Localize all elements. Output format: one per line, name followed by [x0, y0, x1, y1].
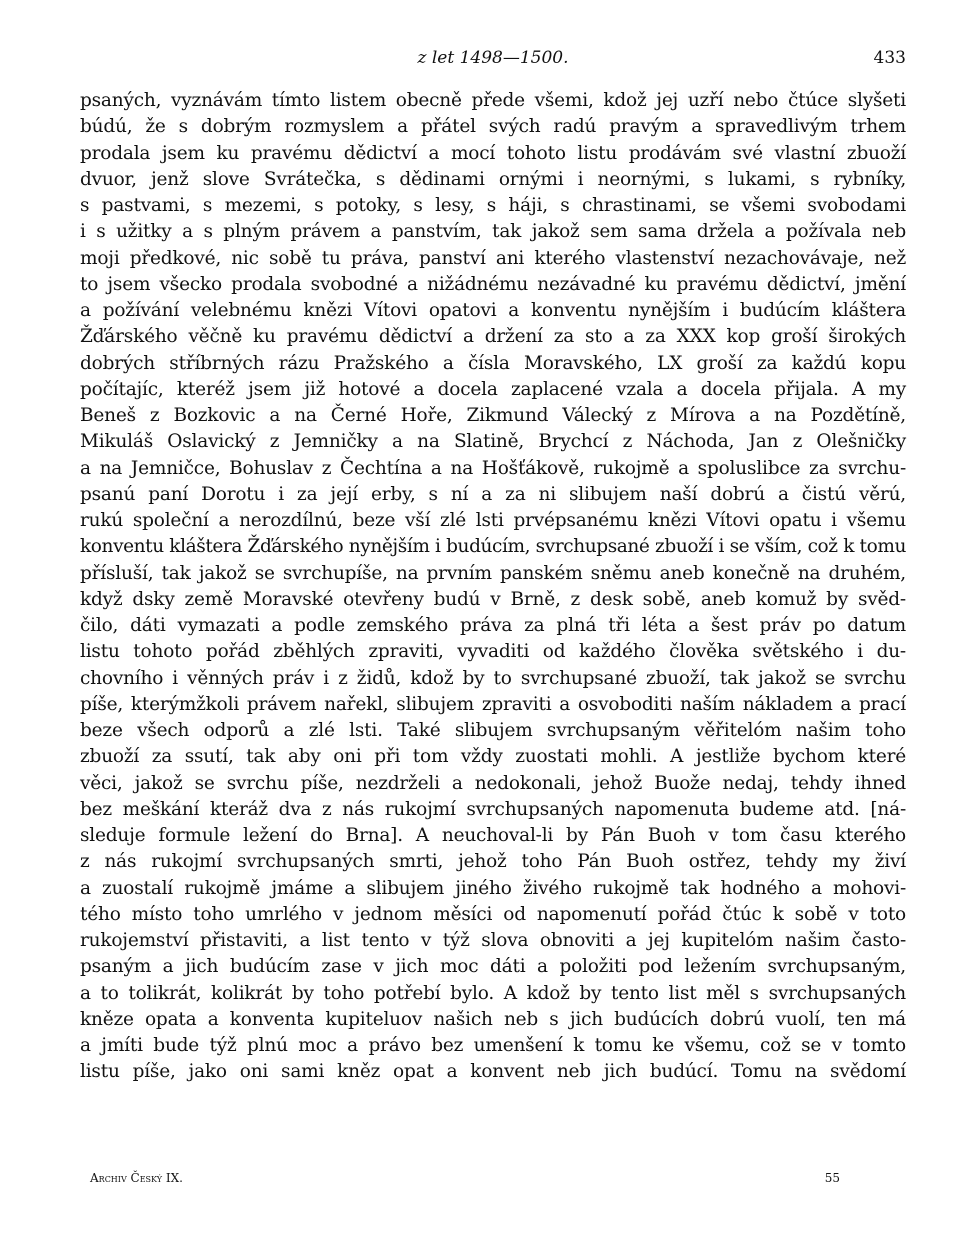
text-line: psanú paní Dorotu i za její erby, s ní a za ni slibujem naší dobrú a čistú věrú, [80, 483, 906, 505]
text-line: bez meškání kteráž dva z nás rukojmí svrchupsaných napomenuta budeme atd. [ná- [80, 798, 906, 820]
text-line: věci, jakož se svrchu píše, nezdrželi a nedokonali, jehož Buože nedaj, tehdy ihned [80, 772, 906, 794]
text-line: i s užitky a s plným právem a panstvím, tak jakož sem sama držela a požívala neb [80, 221, 906, 243]
text-line: listu píše, jako oni sami kněz opat a konvent neb jich budúcí. Tomu na svědomí [80, 1061, 906, 1083]
text-line: počítajíc, kteréž jsem již hotové a docela zaplacené vzala a docela přijala. A my [80, 378, 906, 400]
text-line: rukojemství přistaviti, a list tento v týž slova obnoviti a jej kupitelóm našim často- [80, 930, 906, 951]
running-head [80, 46, 906, 70]
running-title: z let 1498—1500. [417, 48, 569, 68]
text-line: píše, kterýmžkoli právem nařekl, slibujem zpraviti a osvoboditi naším nákladem a prací [80, 693, 906, 715]
text-line: Beneš z Bozkovic a na Černé Hoře, Zikmund Válecký z Mírova a na Pozdětíně, [80, 405, 906, 426]
text-line: kněze opata a konventa kupiteluov našich neb s jich budúcích dobrú vuolí, ten má [80, 1008, 906, 1030]
text-line: beze všech odporů a zlé lsti. Také slibujem svrchupsaným věřitelóm našim toho [80, 720, 906, 741]
text-line: a požívání velebnému knězi Vítovi opatovi a konventu nynějším i budúcím kláštera [80, 300, 906, 321]
signature-mark: Archiv Český IX. [90, 1171, 183, 1185]
sheet-number: 55 [824, 1171, 840, 1185]
text-line: přísluší, tak jakož se svrchupíše, na prvním panském sněmu aneb konečně na druhém, [80, 562, 906, 584]
text-line: búdú, že s dobrým rozmyslem a přátel svých radú pravým a spravedlivým trhem [80, 116, 906, 138]
text-line: moji předkové, nic sobě tu práva, panství ani kterého vlastenství nezachovávaje, než [80, 247, 906, 269]
text-line: Žďárského věčně ku pravému dědictví a držení za sto a za XXX kop groší širokých [80, 326, 906, 348]
text-line: konventu kláštera Žďárského nynějším i budúcím, svrchupsané zbuoží i se vším, což k tomu [80, 536, 906, 558]
text-line: chovního i věnných práv i z židů, kdož by to svrchupsané zbuoží, tak jakož se svrchu [80, 667, 906, 689]
text-line: tého místo toho umrlého v jednom měsíci od napomenutí pořád čtúc k sobě v toto [80, 903, 906, 925]
text-line: z nás rukojmí svrchupsaných smrti, jehož toho Pán Buoh ostřez, tehdy my živí [80, 851, 906, 873]
page-footer [80, 1168, 840, 1188]
text-line: Mikuláš Oslavický z Jemničky a na Slatině, Brychcí z Náchoda, Jan z Olešničky [80, 431, 906, 453]
text-line: a jmíti bude týž plnú moc a právo bez umenšení k tomu ke všemu, což se v tomto [80, 1035, 906, 1056]
text-line: psaným a jich budúcím zase v jich moc dáti a položiti pod ležením svrchupsaným, [80, 956, 906, 978]
text-line: dobrých stříbrných rázu Pražského a čísla Moravského, LX groší za každú kopu [80, 352, 906, 374]
text-line: a na Jemničce, Bohuslav z Čechtína a na Hošťákově, rukojmě a spoluslibce za svrchu- [80, 457, 906, 479]
text-line: sleduje formule ležení do Brna]. A neuchoval-li by Pán Buoh v tom času kterého [80, 825, 906, 846]
text-line: psaných, vyznávám tímto listem obecně přede všemi, kdož jej uzří nebo čtúce slyšeti [80, 90, 906, 111]
text-line: dvuor, jenž slove Svrátečka, s dědinami ornými i neornými, s lukami, s rybníky, [80, 168, 906, 190]
body-text [80, 88, 906, 1086]
text-line: čilo, dáti vymazati a podle zemského práva za plná tři léta a šest práv po datum [80, 615, 906, 636]
page-number: 433 [873, 48, 906, 68]
text-line: a to tolikrát, kolikrát by toho potřebí bylo. A kdož by tento list měl s svrchupsaných [80, 982, 906, 1004]
text-line: když dsky země Moravské otevřeny budú v Brně, z desk sobě, aneb komuž by svěd- [80, 588, 906, 610]
text-line: s pastvami, s mezemi, s potoky, s lesy, s háji, s chrastinami, se všemi svobodami [80, 195, 906, 216]
text-line: prodala jsem ku pravému dědictví a mocí tohoto listu prodávám své vlastní zbuoží [80, 142, 906, 164]
text-line: to jsem všecko prodala svobodné a nižádnému nezávadné ku pravému dědictví, jmění [80, 273, 906, 295]
text-line: a zuostalí rukojmě jmáme a slibujem jiného živého rukojmě tak hodného a mohovi- [80, 877, 906, 899]
text-line: rukú společní a nerozdílnú, beze vší zlé lsti prvépsanému knězi Vítovi opatu i všemu [80, 510, 906, 531]
text-line: listu tohoto pořád zběhlých zpraviti, vyvaditi od každého člověka světského i du- [80, 641, 906, 663]
text-line: zbuoží za ssutí, tak aby oni při tom vždy zuostati mohli. A jestliže bychom které [80, 746, 906, 768]
